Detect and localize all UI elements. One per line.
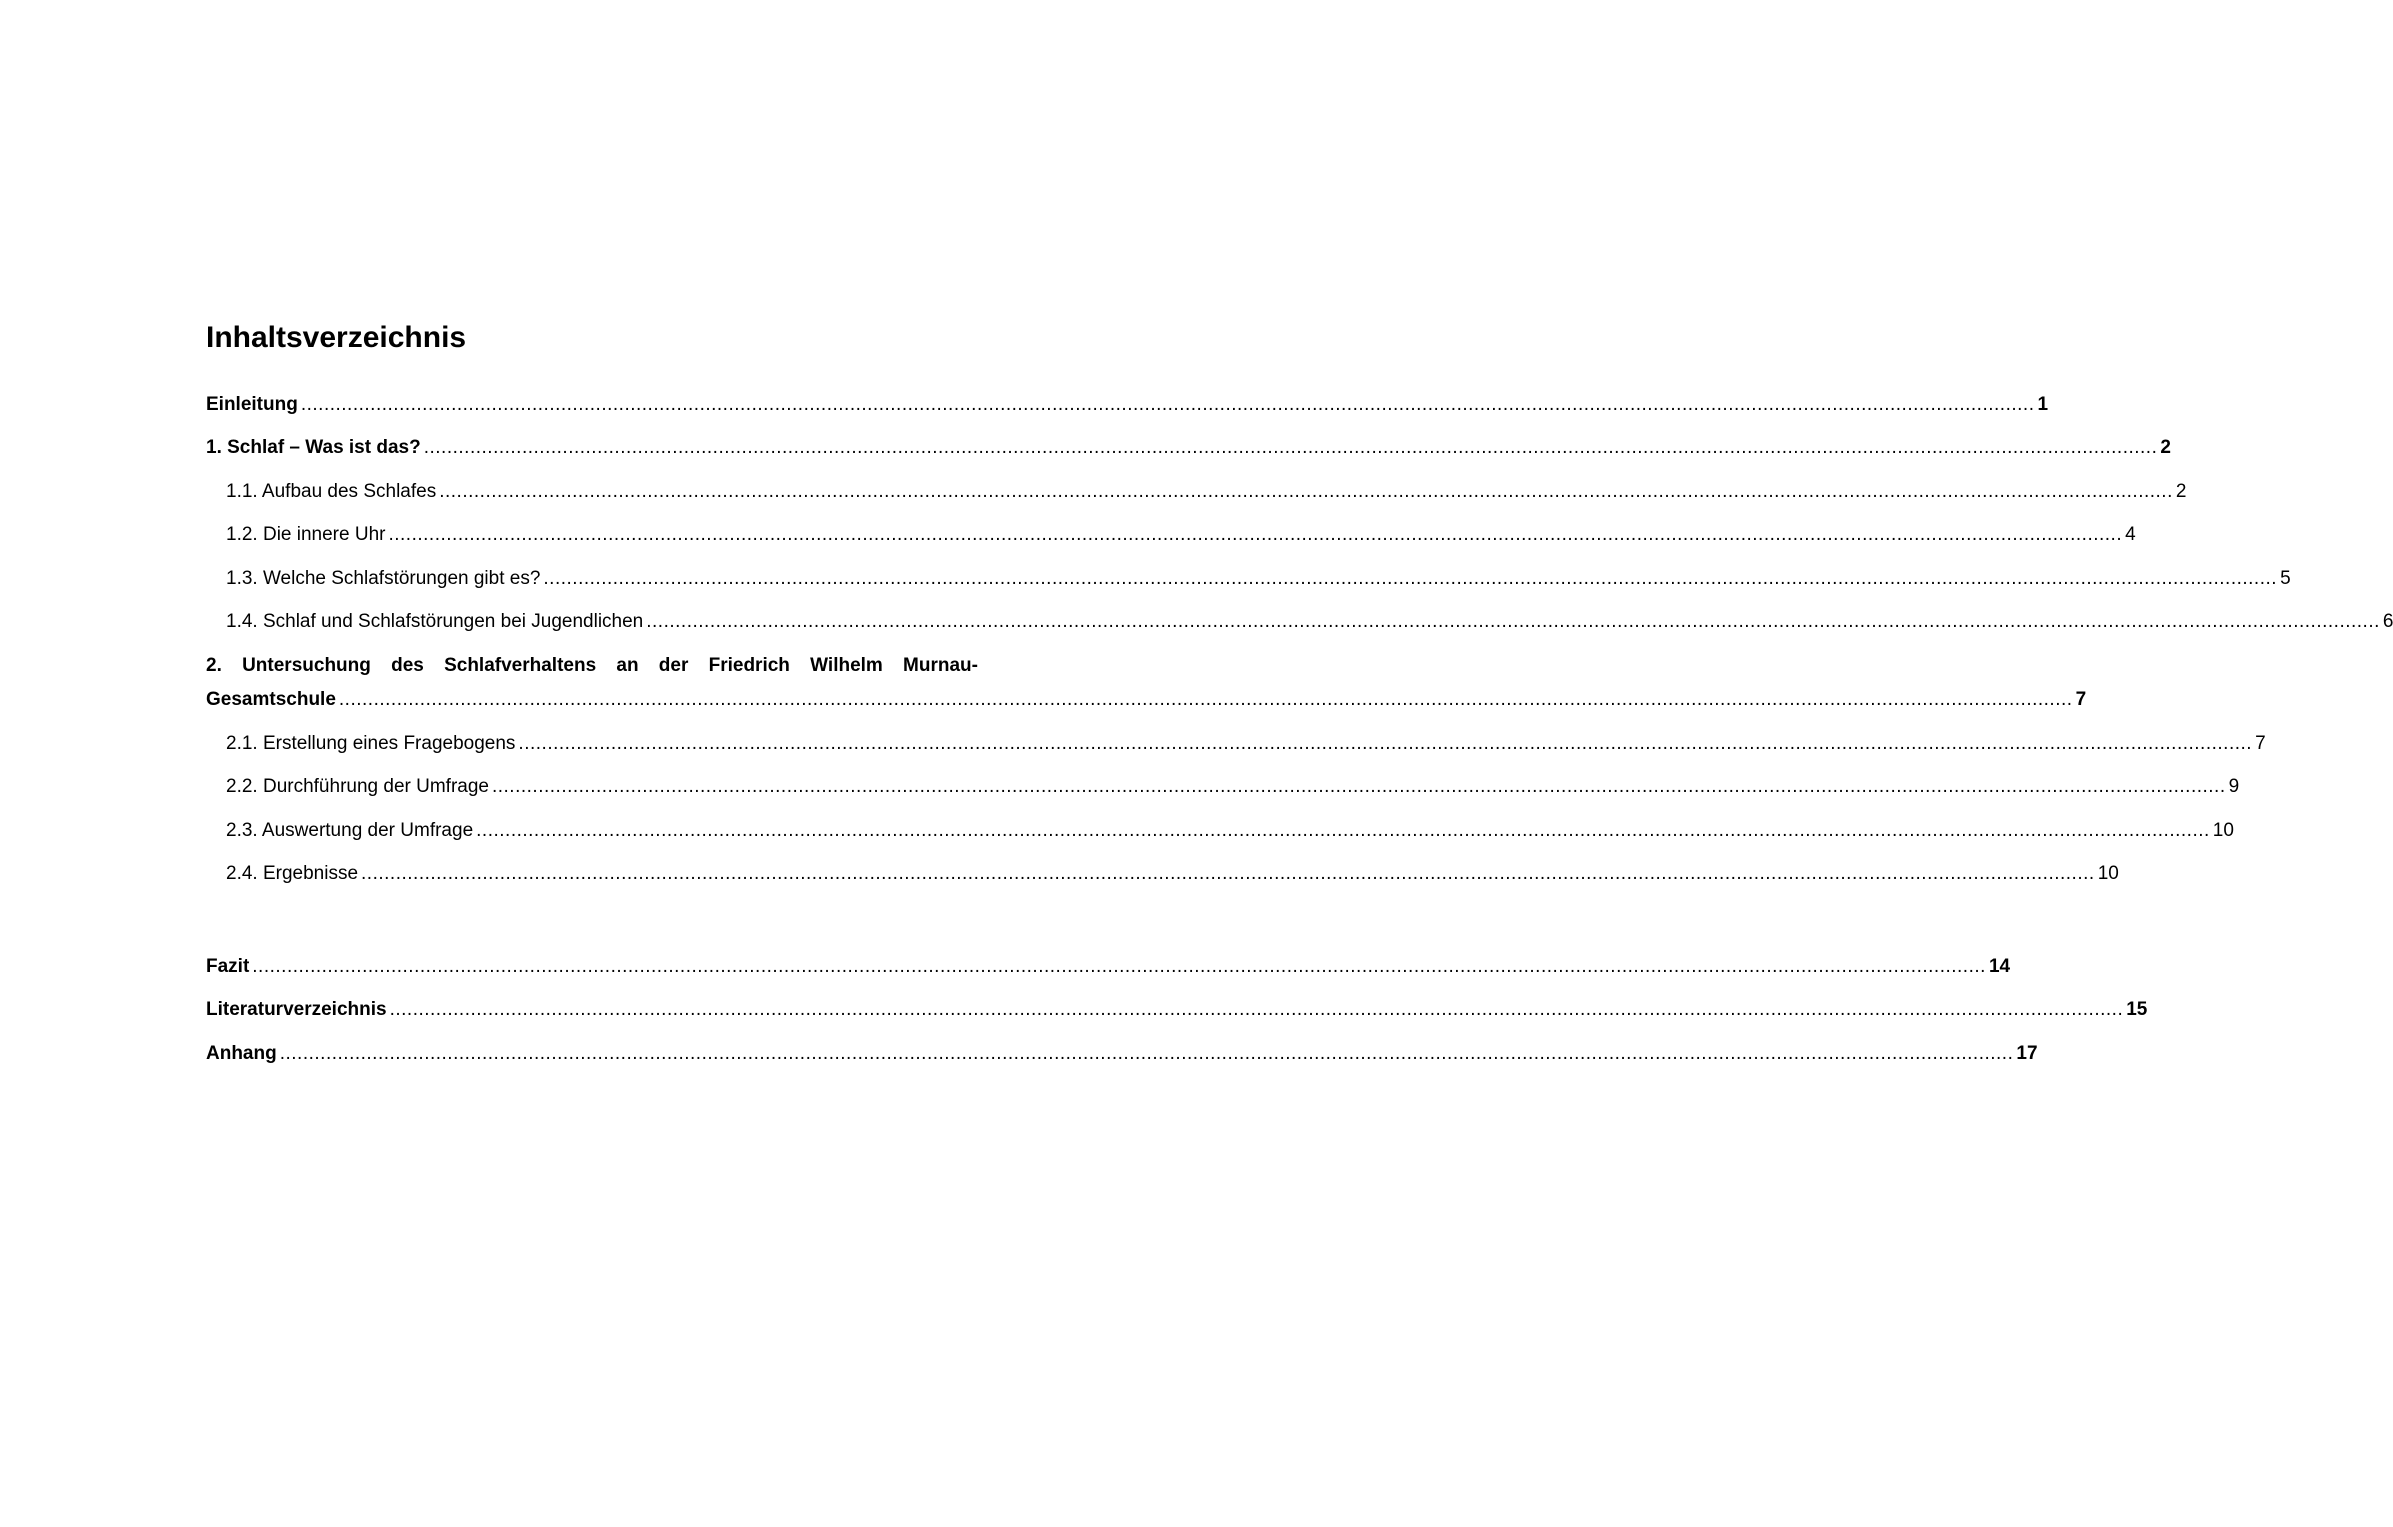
toc-entry-page: 10 (2097, 863, 2119, 884)
toc-entry-page: 5 (2280, 568, 2291, 589)
toc-entry-aufbau-des-schlafes (226, 479, 2187, 505)
toc-leader-dots: ............................................................................................................................................................................................................................................................................................................ (491, 776, 2226, 797)
toc-leader-dots: ............................................................................................................................................................................................................................................................................................................ (388, 524, 2123, 545)
toc-entry-label: 2.4. Ergebnisse (226, 863, 359, 884)
toc-entry-untersuchung (206, 687, 2087, 713)
toc-entry-label: 1.2. Die innere Uhr (226, 524, 386, 545)
toc-entry-page: 6 (2382, 611, 2393, 632)
toc-entry-label: Gesamtschule (206, 689, 336, 710)
toc-entry-page: 10 (2212, 820, 2234, 841)
toc-entry-schlaf (206, 435, 2171, 461)
toc-leader-dots: ............................................................................................................................................................................................................................................................................................................ (389, 999, 2124, 1020)
toc-leader-dots: ............................................................................................................................................................................................................................................................................................................ (423, 437, 2158, 458)
toc-entry-label: Anhang (206, 1043, 277, 1064)
toc-leader-dots: ............................................................................................................................................................................................................................................................................................................ (518, 733, 2253, 754)
toc-entry-label: 1. Schlaf – Was ist das? (206, 437, 421, 458)
toc-entry-label: 2.1. Erstellung eines Fragebogens (226, 733, 516, 754)
toc-entry-label: Literaturverzeichnis (206, 999, 387, 1020)
toc-leader-dots: ............................................................................................................................................................................................................................................................................................................ (361, 863, 2095, 884)
toc-entry-page: 4 (2125, 524, 2136, 545)
toc-entry-anhang (206, 1041, 2038, 1067)
toc-leader-dots: ............................................................................................................................................................................................................................................................................................................ (476, 820, 2210, 841)
toc-entry-fragebogen (226, 731, 2266, 757)
toc-entry-jugendliche (226, 609, 2393, 635)
toc-entry-page: 2 (2160, 437, 2171, 458)
toc-entry-innere-uhr (226, 522, 2136, 548)
toc-leader-dots: ............................................................................................................................................................................................................................................................................................................ (338, 689, 2073, 710)
toc-entry-page: 14 (1988, 956, 2011, 977)
toc-entry-label: Fazit (206, 956, 250, 977)
toc-entry-untersuchung-line1: 2. Untersuchung des Schlafverhaltens an der Friedrich Wilhelm Murnau- (206, 655, 978, 676)
toc-leader-dots: ............................................................................................................................................................................................................................................................................................................ (252, 956, 1986, 977)
toc-entry-page: 9 (2228, 776, 2240, 797)
toc-leader-dots: ............................................................................................................................................................................................................................................................................................................ (279, 1043, 2014, 1064)
toc-entry-label: 2.3. Auswertung der Umfrage (226, 820, 474, 841)
toc-entry-fazit (206, 954, 2011, 980)
toc-entry-page: 7 (2075, 689, 2087, 710)
toc-entry-durchfuehrung (226, 774, 2240, 800)
toc-entry-label: Einleitung (206, 394, 298, 415)
toc-leader-dots: ............................................................................................................................................................................................................................................................................................................ (646, 611, 2380, 632)
toc-leader-dots: ............................................................................................................................................................................................................................................................................................................ (439, 481, 2173, 502)
toc-title: Inhaltsverzeichnis (206, 321, 467, 354)
toc-entry-label: 1.3. Welche Schlafstörungen gibt es? (226, 568, 541, 589)
toc-entry-ergebnisse (226, 861, 2119, 887)
toc-entry-page: 1 (2037, 394, 2049, 415)
toc-entry-label: 2.2. Durchführung der Umfrage (226, 776, 489, 797)
toc-entry-label: 1.4. Schlaf und Schlafstörungen bei Jugendlichen (226, 611, 644, 632)
toc-entry-schlafstoerungen (226, 566, 2291, 592)
toc-entry-label: 1.1. Aufbau des Schlafes (226, 481, 437, 502)
toc-entry-page: 2 (2175, 481, 2187, 502)
toc-leader-dots: ............................................................................................................................................................................................................................................................................................................ (543, 568, 2278, 589)
toc-entry-page: 17 (2016, 1043, 2038, 1064)
toc-entry-einleitung (206, 392, 2049, 418)
toc-entry-auswertung (226, 818, 2234, 844)
toc-entry-literaturverzeichnis (206, 997, 2148, 1023)
toc-leader-dots: ............................................................................................................................................................................................................................................................................................................ (300, 394, 2035, 415)
toc-entry-page: 15 (2126, 999, 2148, 1020)
toc-entry-page: 7 (2255, 733, 2266, 754)
